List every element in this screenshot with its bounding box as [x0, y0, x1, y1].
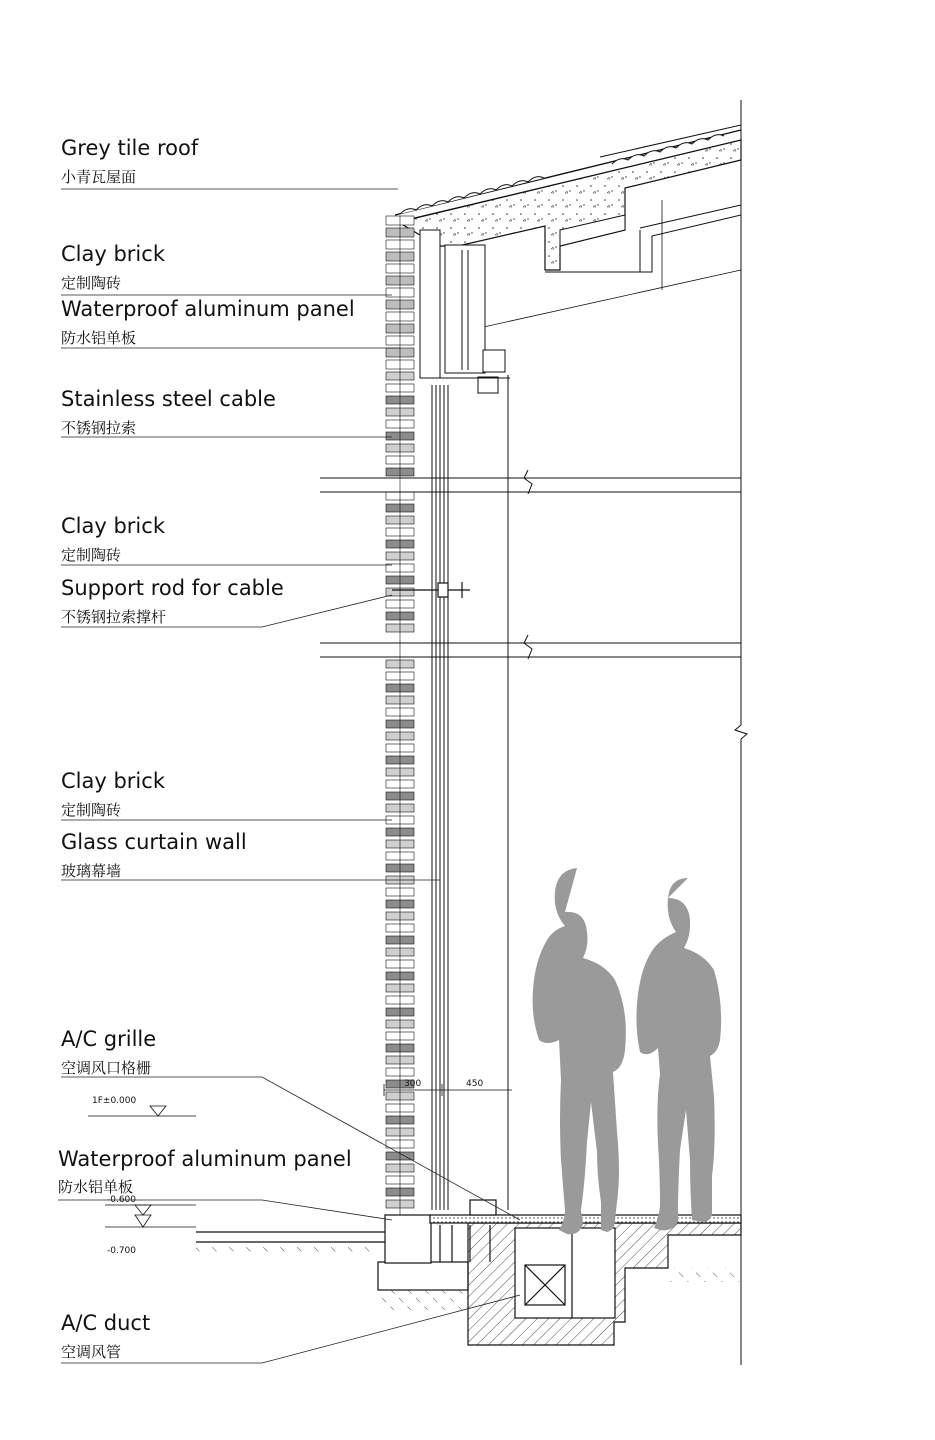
- label-ac-duct-cn: 空调风管: [61, 1343, 122, 1361]
- label-stainless-cable-cn: 不锈钢拉索: [61, 419, 137, 437]
- person-silhouette-left: [533, 868, 626, 1234]
- label-clay-brick-3-cn: 定制陶砖: [61, 801, 122, 819]
- label-waterproof-panel-1: Waterproof aluminum panel: [61, 297, 355, 321]
- label-support-rod: Support rod for cable: [61, 576, 284, 600]
- label-ac-duct: A/C duct: [61, 1311, 151, 1335]
- label-waterproof-panel-2-cn: 防水铝单板: [58, 1178, 134, 1196]
- label-grey-tile-roof: Grey tile roof: [61, 136, 199, 160]
- dimension-300: 300: [404, 1079, 422, 1089]
- label-clay-brick-2-cn: 定制陶砖: [61, 546, 122, 564]
- level-ground: 1F±0.000: [92, 1096, 137, 1106]
- label-waterproof-panel-2: Waterproof aluminum panel: [58, 1147, 352, 1171]
- break-lines: [320, 470, 741, 659]
- label-clay-brick-3: Clay brick: [61, 769, 165, 793]
- level-minus700: -0.700: [107, 1246, 137, 1256]
- clay-brick-column: [386, 216, 414, 1215]
- label-ac-grille-cn: 空调风口格栅: [61, 1059, 152, 1077]
- soffit-framing: [420, 230, 510, 393]
- label-grey-tile-roof-cn: 小青瓦屋面: [61, 168, 137, 186]
- label-clay-brick-1-cn: 定制陶砖: [61, 274, 122, 292]
- person-silhouette-right: [636, 878, 721, 1230]
- break-symbol-right: [735, 725, 747, 739]
- level-minus600: -0.600: [107, 1195, 137, 1205]
- label-clay-brick-2: Clay brick: [61, 514, 165, 538]
- label-glass-curtain-wall-cn: 玻璃幕墙: [61, 862, 122, 880]
- label-glass-curtain-wall: Glass curtain wall: [61, 830, 247, 854]
- label-stainless-cable: Stainless steel cable: [61, 387, 276, 411]
- label-waterproof-panel-1-cn: 防水铝单板: [61, 329, 137, 347]
- label-support-rod-cn: 不锈钢拉索撑杆: [61, 608, 167, 626]
- label-ac-grille: A/C grille: [61, 1027, 157, 1051]
- dimension-450: 450: [466, 1079, 484, 1089]
- label-clay-brick-1: Clay brick: [61, 242, 165, 266]
